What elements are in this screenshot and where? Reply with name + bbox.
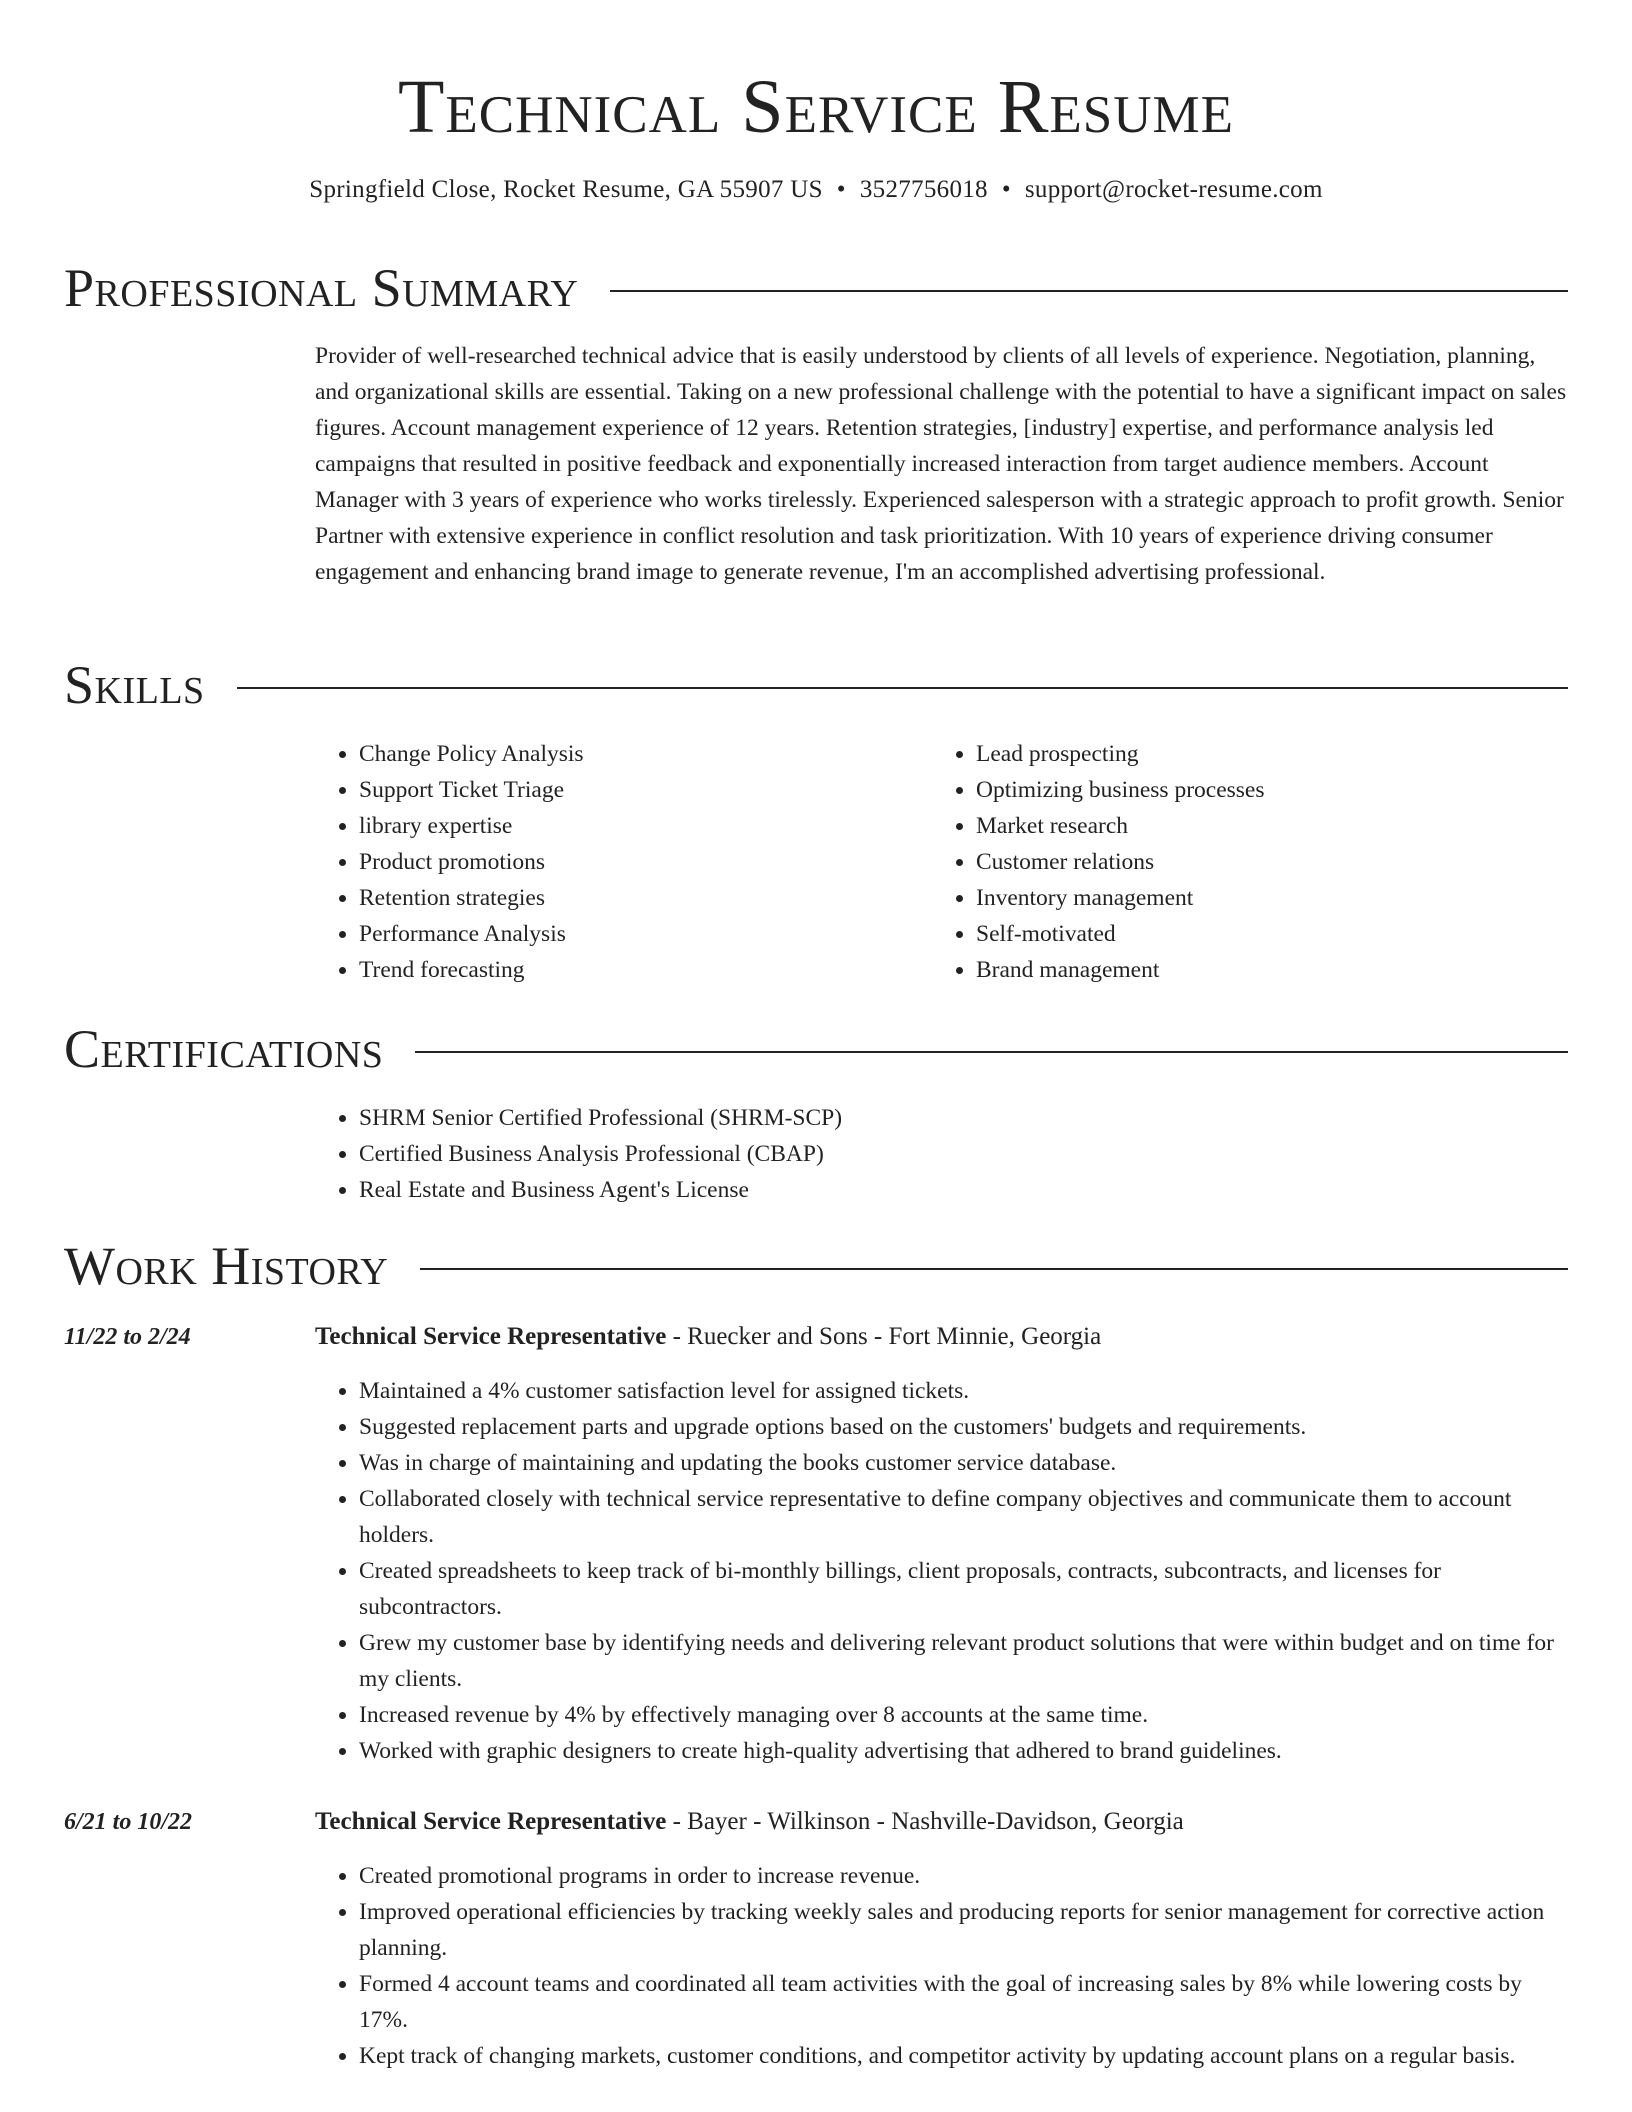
certification-item: • SHRM Senior Certified Professional (SHRM-SCP): [359, 1100, 1515, 1136]
job-employer-location: - Ruecker and Sons - Fort Minnie, Georgia: [666, 1323, 1102, 1350]
certifications-block: [315, 1100, 1515, 1208]
certifications-heading: Certifications: [64, 1019, 384, 1079]
summary-section-header: [64, 258, 1568, 318]
skills-section-header: [64, 655, 1568, 715]
certification-item: • Certified Business Analysis Professional (CBAP): [359, 1136, 1515, 1172]
job-bullet: • Formed 4 account teams and coordinated all team activities with the goal of increasing sales by 8% while lowering costs by 17%.: [359, 1966, 1568, 2038]
job-title-line: [315, 1804, 1568, 1840]
job-dates: 11/22 to 2/24: [64, 1324, 191, 1350]
job-bullet: • Maintained a 4% customer satisfaction level for assigned tickets.: [359, 1373, 1568, 1409]
job-bullet: • Grew my customer base by identifying needs and delivering relevant product solutions that were within budget and on time for my clients.: [359, 1625, 1568, 1697]
certification-item: • Real Estate and Business Agent's License: [359, 1172, 1515, 1208]
job-dates: 6/21 to 10/22: [64, 1809, 193, 1835]
job-bullet: • Suggested replacement parts and upgrade options based on the customers' budgets and requirements.: [359, 1409, 1568, 1445]
contact-separator: •: [1001, 176, 1011, 203]
job-bullet: • Kept track of changing markets, customer conditions, and competitor activity by updating account plans on a regular basis.: [359, 2038, 1568, 2074]
skills-heading: Skills: [64, 655, 205, 715]
job-role: Technical Service Representative: [315, 1323, 667, 1350]
skill-item: • Lead prospecting: [976, 736, 1492, 772]
resume-title: Technical Service Resume: [397, 65, 1235, 149]
contact-line: [0, 174, 1632, 206]
job-bullet: • Worked with graphic designers to create high-quality advertising that adhered to brand guidelines.: [359, 1733, 1568, 1769]
skills-column-right: [932, 736, 1492, 988]
job-role: Technical Service Representative: [315, 1808, 667, 1835]
job-bullet: • Created spreadsheets to keep track of bi-monthly billings, client proposals, contracts, subcontracts, and licenses for subcontractors.: [359, 1553, 1568, 1625]
job-bullet: • Created promotional programs in order to increase revenue.: [359, 1858, 1568, 1894]
skill-item: • Customer relations: [976, 844, 1492, 880]
job-bullet: • Improved operational efficiencies by tracking weekly sales and producing reports for senior management for corrective action planning.: [359, 1894, 1568, 1966]
skills-column-left: [315, 736, 875, 988]
skill-item: • library expertise: [359, 808, 875, 844]
job-bullet-list: [315, 1373, 1568, 1769]
skills-list-right: [932, 736, 1492, 988]
job-title-line: [315, 1319, 1568, 1355]
skill-item: • Brand management: [976, 952, 1492, 988]
job-bullet-list: [315, 1858, 1568, 2074]
skill-item: • Trend forecasting: [359, 952, 875, 988]
job-bullet: • Collaborated closely with technical service representative to define company objectives and communicate them to account holders.: [359, 1481, 1568, 1553]
skill-item: • Change Policy Analysis: [359, 736, 875, 772]
skill-item: • Self-motivated: [976, 916, 1492, 952]
job-responsibilities: [315, 1373, 1568, 1769]
contact-phone: 3527756018: [859, 176, 988, 203]
contact-email: support@rocket-resume.com: [1024, 176, 1323, 203]
job-bullet: • Was in charge of maintaining and updating the books customer service database.: [359, 1445, 1568, 1481]
section-divider: [610, 290, 1568, 292]
skills-list-left: [315, 736, 875, 988]
skill-item: • Support Ticket Triage: [359, 772, 875, 808]
job-responsibilities: [315, 1858, 1568, 2074]
contact-address: Springfield Close, Rocket Resume, GA 55907 US: [309, 176, 823, 203]
skill-item: • Market research: [976, 808, 1492, 844]
section-divider: [237, 687, 1568, 689]
job-employer-location: - Bayer - Wilkinson - Nashville-Davidson, Georgia: [666, 1808, 1184, 1835]
work-history-heading: Work History: [64, 1236, 389, 1296]
skill-item: • Optimizing business processes: [976, 772, 1492, 808]
summary-heading: Professional Summary: [64, 258, 579, 318]
job-bullet: • Increased revenue by 4% by effectively managing over 8 accounts at the same time.: [359, 1697, 1568, 1733]
contact-separator: •: [836, 176, 846, 203]
section-divider: [420, 1268, 1568, 1270]
skill-item: • Inventory management: [976, 880, 1492, 916]
skill-item: • Performance Analysis: [359, 916, 875, 952]
certifications-list: [315, 1100, 1515, 1208]
work-history-section-header: [64, 1236, 1568, 1296]
skill-item: • Retention strategies: [359, 880, 875, 916]
summary-text: Provider of well-researched technical advice that is easily understood by clients of all levels of experience. Negotiation, planning, and organizational skills are essential. Taking on a new professional challenge with the potential to have a significant impact on sales figures. Account management experience of 12 years. Retention strategies, [industry] expertise, and performance analysis led campaigns that resulted in positive feedback and exponentially increased interaction from target audience members. Account Manager with 3 years of experience who works tirelessly. Experienced salesperson with a strategic approach to profit growth. Senior Partner with extensive experience in conflict resolution and task prioritization. With 10 years of experience driving consumer engagement and enhancing brand image to generate revenue, I'm an accomplished advertising professional.: [315, 343, 1567, 585]
section-divider: [415, 1051, 1568, 1053]
certifications-section-header: [64, 1019, 1568, 1079]
skill-item: • Product promotions: [359, 844, 875, 880]
